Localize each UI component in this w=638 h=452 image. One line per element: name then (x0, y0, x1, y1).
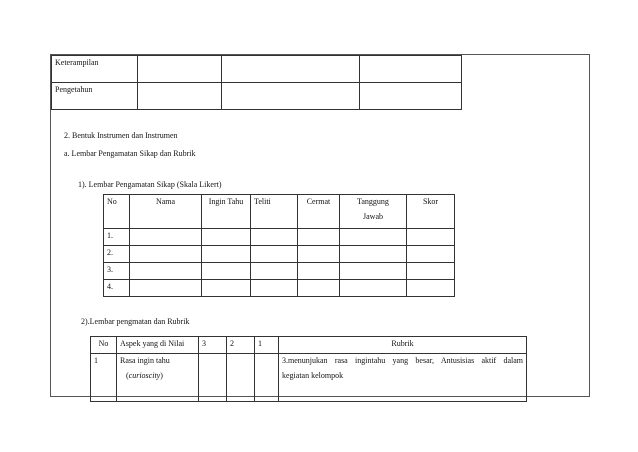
header-score-2: 2 (227, 337, 255, 354)
subsection-heading-1: 1). Lembar Pengamatan Sikap (Skala Likert) (78, 180, 222, 189)
likert-observation-table (103, 194, 455, 297)
header-jawab: Jawab (363, 212, 383, 221)
header-no: No (104, 195, 130, 229)
header-ingin-tahu: Ingin Tahu (202, 195, 251, 229)
header-rubrik: Rubrik (279, 337, 527, 354)
header-tanggung-jawab (340, 195, 407, 229)
rubric-table (90, 336, 527, 402)
table-row (104, 229, 455, 246)
table-row (52, 56, 462, 83)
table-row (104, 280, 455, 297)
row-label-keterampilan: Keterampilan (52, 56, 138, 83)
header-tanggung: Tanggung (357, 197, 389, 206)
row-number: 1 (91, 354, 117, 402)
table-cell (360, 83, 462, 110)
table-cell (138, 83, 222, 110)
header-no: No (91, 337, 117, 354)
header-teliti: Teliti (251, 195, 298, 229)
row-label-pengetahun: Pengetahun (52, 83, 138, 110)
row-number: 1. (104, 229, 130, 246)
rubrik-cell (279, 354, 527, 402)
section-heading-2: 2. Bentuk Instrumen dan Instrumen (64, 131, 178, 140)
table-cell (222, 83, 360, 110)
table-header-row (91, 337, 527, 354)
table-cell (222, 56, 360, 83)
table-header-row (104, 195, 455, 229)
table-cell (360, 56, 462, 83)
header-score-3: 3 (199, 337, 227, 354)
table-row (52, 83, 462, 110)
table-row (91, 354, 527, 402)
row-number: 3. (104, 263, 130, 280)
table-row (104, 246, 455, 263)
table-cell (138, 56, 222, 83)
header-score-1: 1 (255, 337, 279, 354)
table-row (104, 263, 455, 280)
header-aspek: Aspek yang di Nilai (117, 337, 199, 354)
section-heading-a: a. Lembar Pengamatan Sikap dan Rubrik (64, 149, 196, 158)
rubrik-text-line1: 3.menunjukan rasa ingintahu yang besar, Antusisias aktif dalam (282, 356, 523, 365)
competency-table (51, 55, 462, 110)
aspek-cell: Rasa ingin tahu (curioscity) (117, 354, 199, 402)
subsection-heading-2: 2).Lembar pengmatan dan Rubrik (81, 317, 190, 326)
row-number: 2. (104, 246, 130, 263)
aspek-term: curioscity (128, 371, 161, 380)
aspek-name: Rasa ingin tahu (120, 356, 170, 365)
row-number: 4. (104, 280, 130, 297)
header-cermat: Cermat (298, 195, 340, 229)
header-skor: Skor (407, 195, 455, 229)
rubrik-text-line2: kegiatan kelompok (282, 371, 344, 380)
header-nama: Nama (130, 195, 202, 229)
